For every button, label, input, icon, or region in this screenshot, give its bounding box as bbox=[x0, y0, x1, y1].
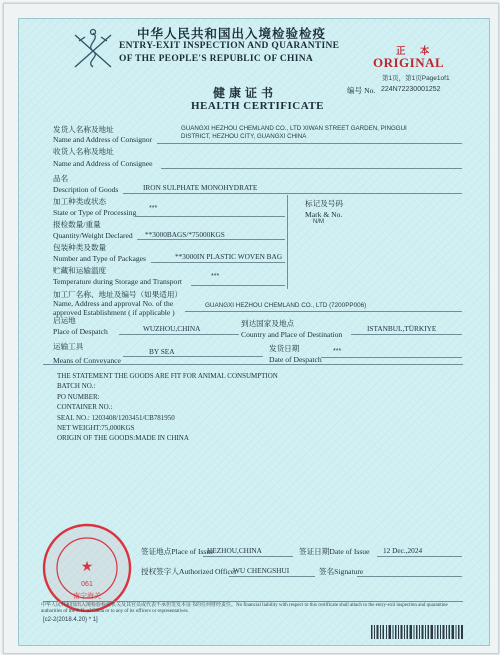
certificate-title-en: HEALTH CERTIFICATE bbox=[191, 100, 325, 112]
goods-label-en: Description of Goods bbox=[53, 185, 119, 194]
marks-box-left-border bbox=[287, 195, 288, 289]
svg-text:★: ★ bbox=[80, 558, 94, 574]
destination-label-cn: 到达国家及地点 bbox=[241, 319, 295, 328]
cert-number-value: 224N72230001252 bbox=[381, 86, 441, 93]
statement-line: CONTAINER NO.: bbox=[57, 403, 113, 412]
statement-line: SEAL NO.: 1203408/1203451/CB781950 bbox=[57, 413, 175, 422]
issuer-title-cn: 中华人民共和国出入境检验检疫 bbox=[137, 27, 327, 41]
caduceus-emblem-icon bbox=[67, 27, 119, 73]
consignor-label-cn: 发货人名称及地址 bbox=[53, 125, 114, 134]
footer-rule bbox=[43, 601, 463, 602]
storage-label-cn: 贮藏和运输温度 bbox=[53, 266, 107, 275]
consignor-label-en: Name and Address of Consignor bbox=[53, 135, 153, 144]
conveyance-underline bbox=[123, 356, 263, 357]
despatch-date-underline bbox=[321, 357, 462, 358]
seal-bottom-text: 南宁海关 bbox=[73, 592, 101, 600]
processing-underline bbox=[135, 216, 285, 217]
conveyance-label-en: Means of Conveyance bbox=[53, 356, 121, 365]
place-of-issue-value: HEZHOU,CHINA bbox=[207, 546, 262, 555]
establishment-underline bbox=[185, 311, 462, 312]
quantity-label-en: Quantity/Weight Declared bbox=[53, 231, 133, 240]
establishment-value: GUANGXI HEZHOU CHEMLAND CO., LTD (7200PP006) bbox=[205, 302, 367, 309]
authorized-officer-value: WU CHENGSHUI bbox=[233, 566, 290, 575]
consignee-label-en: Name and Address of Consignee bbox=[53, 159, 153, 168]
despatch-date-label-en: Date of Despatch bbox=[269, 355, 322, 364]
consignee-underline bbox=[161, 168, 462, 169]
despatch-place-value: WUZHOU,CHINA bbox=[143, 324, 201, 333]
page-info: 第1页，第1页Page1of1 bbox=[382, 75, 450, 82]
storage-value: *** bbox=[211, 273, 220, 280]
cert-number-label: 编号 No. bbox=[347, 86, 376, 95]
despatch-date-value: *** bbox=[333, 348, 342, 355]
packages-underline bbox=[151, 262, 285, 263]
issuer-title-en-line2: OF THE PEOPLE'S REPUBLIC OF CHINA bbox=[119, 54, 314, 64]
issuer-title-en-line1: ENTRY-EXIT INSPECTION AND QUARANTINE bbox=[119, 41, 340, 51]
goods-underline bbox=[123, 193, 462, 194]
quantity-value: **3000BAGS/*75000KGS bbox=[145, 230, 225, 239]
despatch-place-label-cn: 启运地 bbox=[53, 316, 76, 325]
fields-bottom-rule bbox=[43, 364, 463, 365]
establishment-label-en-line1: Name, Address and approval No. of the bbox=[53, 299, 174, 308]
conveyance-label-cn: 运输工具 bbox=[53, 342, 84, 351]
seal-center-number: 061 bbox=[81, 581, 93, 588]
establishment-label-en-line2: approved Establishment ( if applicable ) bbox=[53, 308, 175, 317]
processing-label-en: State or Type of Processing bbox=[53, 208, 137, 217]
statement-line: PO NUMBER: bbox=[57, 392, 100, 401]
authorized-officer-label: 授权签字人Authorized Officer bbox=[141, 567, 237, 576]
statement-line: ORIGIN OF THE GOODS:MADE IN CHINA bbox=[57, 434, 189, 443]
place-of-issue-underline bbox=[203, 556, 293, 557]
conveyance-value: BY SEA bbox=[149, 347, 175, 356]
despatch-date-label-cn: 发货日期 bbox=[269, 344, 300, 353]
consignor-underline bbox=[157, 143, 462, 144]
form-code: [c2-2(2018.4.20) * 1] bbox=[43, 617, 98, 623]
destination-value: ISTANBUL,TÜRKIYE bbox=[367, 324, 437, 333]
document-frame bbox=[3, 3, 499, 654]
statement-line: NET WEIGHT:75,000KGS bbox=[57, 424, 135, 433]
original-mark-en: ORIGINAL bbox=[373, 55, 445, 70]
quantity-underline bbox=[137, 239, 285, 240]
original-mark-cn: 正 本 bbox=[396, 47, 436, 57]
authorized-officer-underline bbox=[229, 576, 315, 577]
date-of-issue-value: 12 Dec.,2024 bbox=[383, 546, 423, 555]
statement-line: BATCH NO.: bbox=[57, 382, 96, 391]
signature-underline bbox=[357, 576, 462, 577]
marks-label-cn: 标记及号码 bbox=[305, 199, 343, 208]
marks-label-en: Mark & No. bbox=[305, 210, 343, 219]
barcode-icon bbox=[371, 625, 463, 639]
liability-disclaimer: 中华人民共和国出入境检验检疫机关及其官员或代表不承担签发本证书的任何财经责任。No financial liability with respect to this certificate shall attach to the entry-exit inspection and quarantine authorities of the P. R. of China or to any of its officers or representatives. bbox=[41, 603, 448, 614]
storage-label-en: Temperature during Storage and Transport bbox=[53, 277, 182, 286]
goods-value: IRON SULPHATE MONOHYDRATE bbox=[143, 183, 258, 192]
destination-underline bbox=[351, 334, 462, 335]
marks-value: N/M bbox=[313, 219, 324, 225]
statement-block bbox=[57, 371, 278, 444]
consignee-label-cn: 收货人名称及地址 bbox=[53, 147, 114, 156]
date-of-issue-underline bbox=[377, 556, 462, 557]
consignor-value-line2: DISTRICT, HEZHOU CITY, GUANGXI CHINA bbox=[181, 133, 307, 140]
processing-label-cn: 加工种类或状态 bbox=[53, 197, 107, 206]
despatch-place-underline bbox=[119, 334, 239, 335]
packages-label-en: Number and Type of Packages bbox=[53, 254, 146, 263]
place-of-issue-label: 签证地点Place of Issue bbox=[141, 547, 214, 556]
processing-value: *** bbox=[149, 205, 158, 212]
signature-label: 签名Signature bbox=[319, 567, 364, 576]
storage-underline bbox=[191, 285, 285, 286]
statement-line: THE STATEMENT THE GOODS ARE FIT FOR ANIMAL CONSUMPTION bbox=[57, 372, 278, 380]
destination-label-en: Country and Place of Destination bbox=[241, 330, 343, 339]
consignor-value-line1: GUANGXI HEZHOU CHEMLAND CO., LTD XIWAN STREET GARDEN, PINGGUI bbox=[181, 125, 407, 132]
certificate-title-cn: 健康证书 bbox=[213, 86, 278, 100]
date-of-issue-label: 签证日期Date of Issue bbox=[299, 547, 370, 556]
establishment-label-cn: 加工厂名称、地址及编号（如果适用） bbox=[53, 290, 183, 299]
packages-value: **3000IN PLASTIC WOVEN BAG bbox=[175, 252, 283, 261]
health-certificate-paper bbox=[18, 18, 490, 646]
goods-label-cn: 品名 bbox=[53, 174, 69, 183]
packages-label-cn: 包装种类及数量 bbox=[53, 243, 107, 252]
quantity-label-cn: 报检数量/重量 bbox=[53, 220, 101, 229]
despatch-place-label-en: Place of Despatch bbox=[53, 327, 108, 336]
